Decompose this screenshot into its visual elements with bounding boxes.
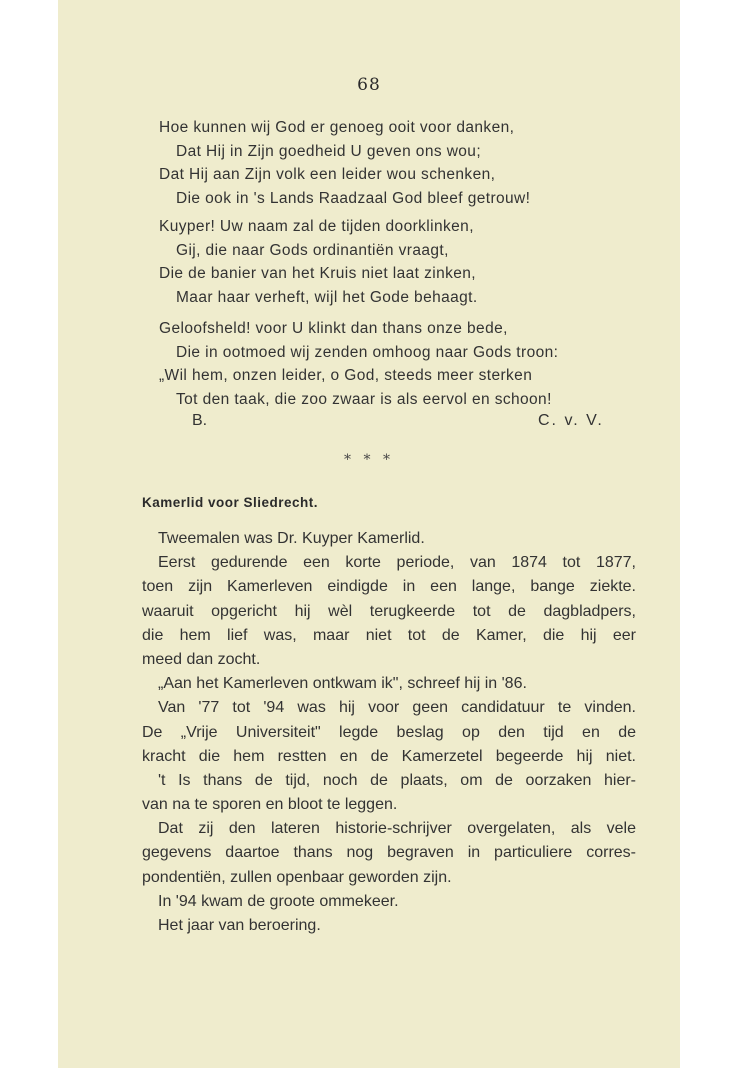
poem-line: Dat Hij aan Zijn volk een leider wou schenken, bbox=[159, 166, 496, 183]
page-number: 68 bbox=[357, 75, 381, 95]
poem-stanza-3 bbox=[58, 317, 680, 411]
body-line: meed dan zocht. bbox=[142, 650, 261, 668]
body-line: In '94 kwam de groote ommekeer. bbox=[158, 892, 399, 910]
poem-line: Die in ootmoed wij zenden omhoog naar Gods troon: bbox=[176, 343, 559, 361]
poem-line: Geloofsheld! voor U klinkt dan thans onze bede, bbox=[159, 320, 508, 337]
section-divider-asterism: * * * bbox=[344, 452, 394, 468]
body-line: Van '77 tot '94 was hij voor geen candidatuur te vinden. bbox=[158, 699, 636, 717]
poem-line: Die ook in 's Lands Raadzaal God bleef getrouw! bbox=[176, 189, 531, 207]
poem-line: „Wil hem, onzen leider, o God, steeds meer sterken bbox=[159, 367, 533, 384]
body-line: die hem lief was, maar niet tot de Kamer, die hij eer bbox=[142, 626, 636, 644]
body-text bbox=[142, 527, 636, 938]
body-line: 't Is thans de tijd, noch de plaats, om de oorzaken hier- bbox=[158, 771, 636, 789]
body-line: gegevens daartoe thans nog begraven in particuliere corres- bbox=[142, 844, 636, 862]
poem-stanza-2 bbox=[58, 215, 680, 309]
body-line: waaruit opgericht hij wèl terugkeerde tot de dagbladpers, bbox=[142, 602, 636, 620]
body-line: Het jaar van beroering. bbox=[158, 917, 321, 934]
body-line: Eerst gedurende een korte periode, van 1874 tot 1877, bbox=[158, 554, 636, 572]
poem-line: Tot den taak, die zoo zwaar is als eervol en schoon! bbox=[176, 390, 552, 408]
poem-signature bbox=[58, 412, 680, 436]
poem-stanza-1 bbox=[58, 116, 680, 210]
signature-initial: B. bbox=[192, 412, 208, 429]
body-line: Dat zij den lateren historie-schrijver overgelaten, als vele bbox=[158, 820, 636, 838]
section-heading: Kamerlid voor Sliedrecht. bbox=[142, 495, 319, 510]
poem-line: Dat Hij in Zijn goedheid U geven ons wou; bbox=[176, 142, 482, 160]
body-line: pondentiën, zullen openbaar geworden zijn. bbox=[142, 868, 452, 886]
body-line: toen zijn Kamerleven eindigde in een lange, bange ziekte. bbox=[142, 578, 636, 596]
body-line: „Aan het Kamerleven ontkwam ik", schreef hij in '86. bbox=[158, 675, 527, 693]
signature-author: C. v. V. bbox=[538, 412, 604, 429]
body-line: kracht die hem restten en de Kamerzetel begeerde hij niet. bbox=[142, 747, 636, 765]
body-line: De „Vrije Universiteit" legde beslag op den tijd en de bbox=[142, 723, 636, 741]
poem-line: Hoe kunnen wij God er genoeg ooit voor danken, bbox=[159, 119, 515, 136]
poem-line: Kuyper! Uw naam zal de tijden doorklinken, bbox=[159, 218, 474, 235]
body-line: van na te sporen en bloot te leggen. bbox=[142, 796, 398, 814]
poem-line: Die de banier van het Kruis niet laat zinken, bbox=[159, 265, 476, 282]
poem-line: Maar haar verheft, wijl het Gode behaagt. bbox=[176, 288, 478, 306]
page-scan bbox=[58, 0, 680, 1068]
poem-line: Gij, die naar Gods ordinantiën vraagt, bbox=[176, 241, 449, 259]
body-line: Tweemalen was Dr. Kuyper Kamerlid. bbox=[158, 530, 425, 547]
